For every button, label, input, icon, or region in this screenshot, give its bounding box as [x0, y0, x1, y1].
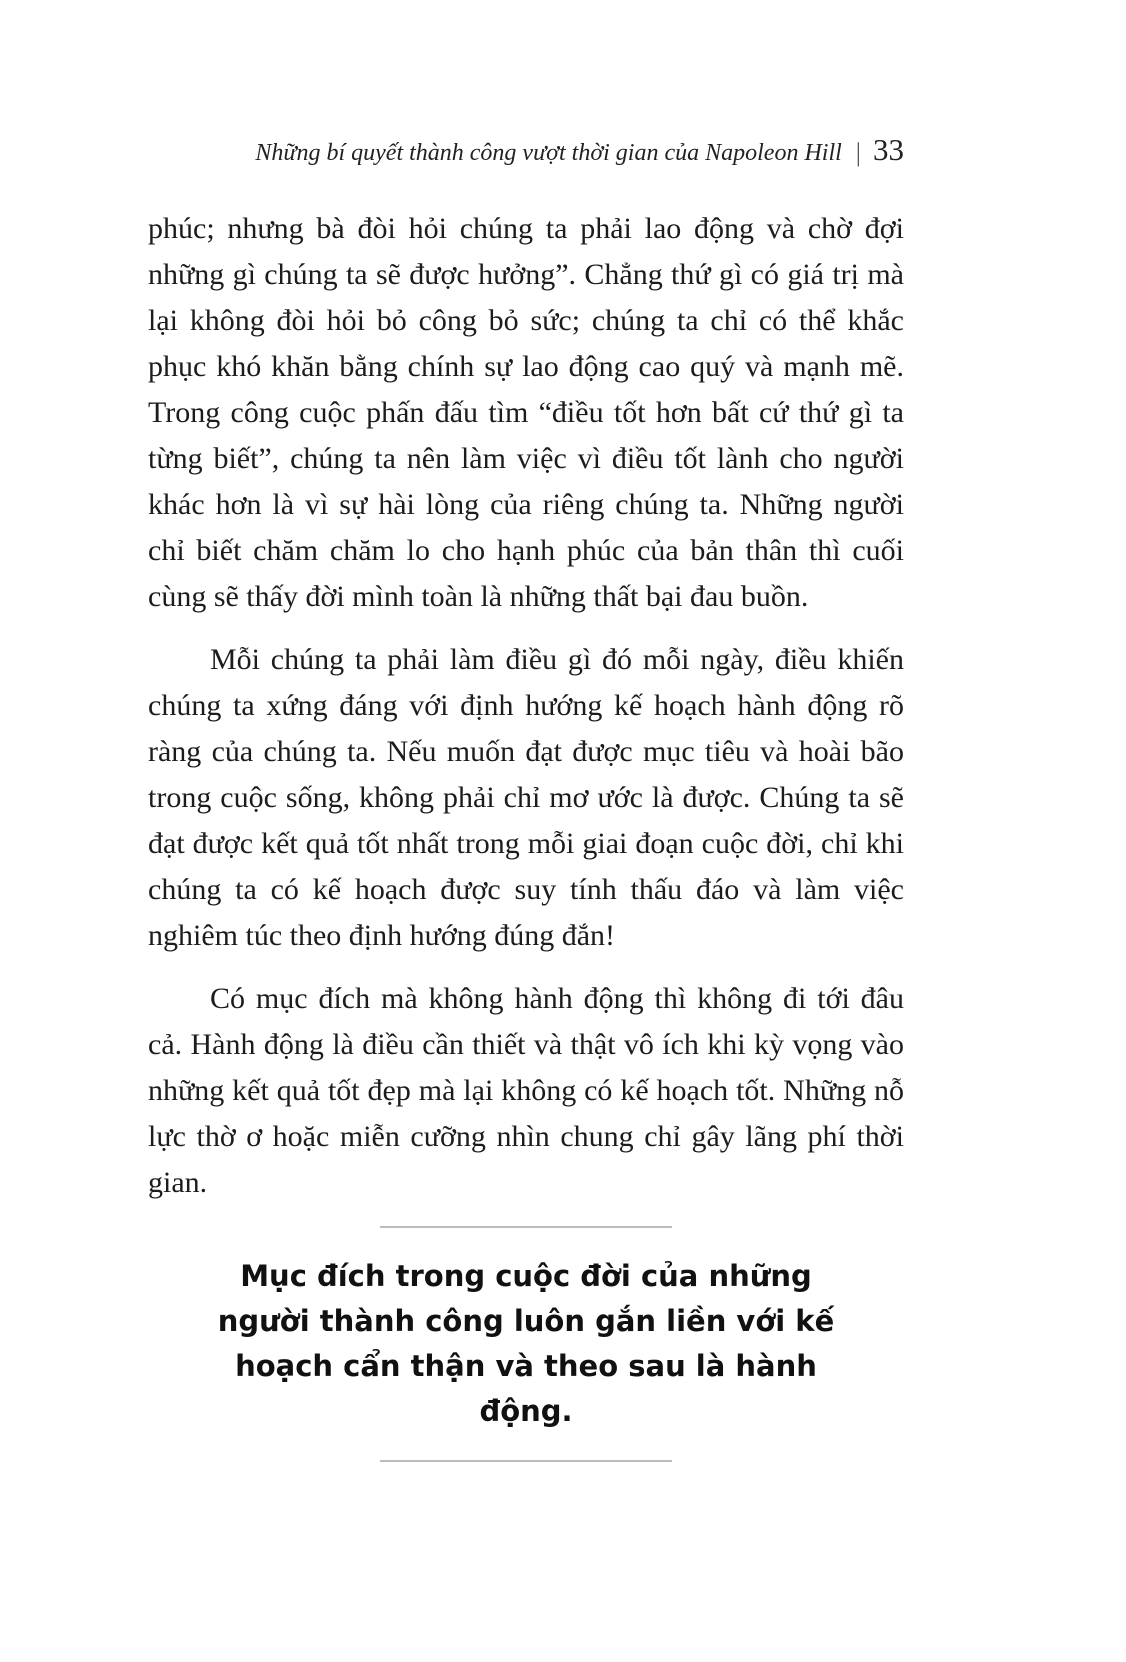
pull-quote-block	[148, 1226, 904, 1462]
running-header	[148, 132, 904, 168]
running-title: Những bí quyết thành công vượt thời gian của Napoleon Hill	[255, 140, 842, 166]
paragraph-3: Có mục đích mà không hành động thì không đi tới đâu cả. Hành động là điều cần thiết và thật vô ích khi kỳ vọng vào những kết quả tốt đẹp mà lại không có kế hoạch tốt. Những nỗ lực thờ ơ hoặc miễn cưỡng nhìn chung chỉ gây lãng phí thời gian.	[148, 982, 904, 1199]
divider-top	[380, 1226, 672, 1228]
header-separator: |	[855, 138, 861, 167]
pull-quote-text: Mục đích trong cuộc đời của những người thành công luôn gắn liền với kế hoạch cẩn thận và theo sau là hành động.	[217, 1259, 835, 1428]
page-number: 33	[873, 132, 904, 167]
paragraph-1: phúc; nhưng bà đòi hỏi chúng ta phải lao động và chờ đợi những gì chúng ta sẽ được hưởng”. Chẳng thứ gì có giá trị mà lại không đòi hỏi bỏ công bỏ sức; chúng ta chỉ có thể khắc phục khó khăn bằng chính sự lao động cao quý và mạnh mẽ. Trong công cuộc phấn đấu tìm “điều tốt hơn bất cứ thứ gì ta từng biết”, chúng ta nên làm việc vì điều tốt lành cho người khác hơn là vì sự hài lòng của riêng chúng ta. Những người chỉ biết chăm chăm lo cho hạnh phúc của bản thân thì cuối cùng sẽ thấy đời mình toàn là những thất bại đau buồn.	[148, 212, 904, 613]
divider-bottom	[380, 1460, 672, 1462]
paragraph-2: Mỗi chúng ta phải làm điều gì đó mỗi ngày, điều khiến chúng ta xứng đáng với định hướng kế hoạch hành động rõ ràng của chúng ta. Nếu muốn đạt được mục tiêu và hoài bão trong cuộc sống, không phải chỉ mơ ước là được. Chúng ta sẽ đạt được kết quả tốt nhất trong mỗi giai đoạn cuộc đời, chỉ khi chúng ta có kế hoạch được suy tính thấu đáo và làm việc nghiêm túc theo định hướng đúng đắn!	[148, 643, 904, 952]
body-text	[148, 206, 904, 1223]
